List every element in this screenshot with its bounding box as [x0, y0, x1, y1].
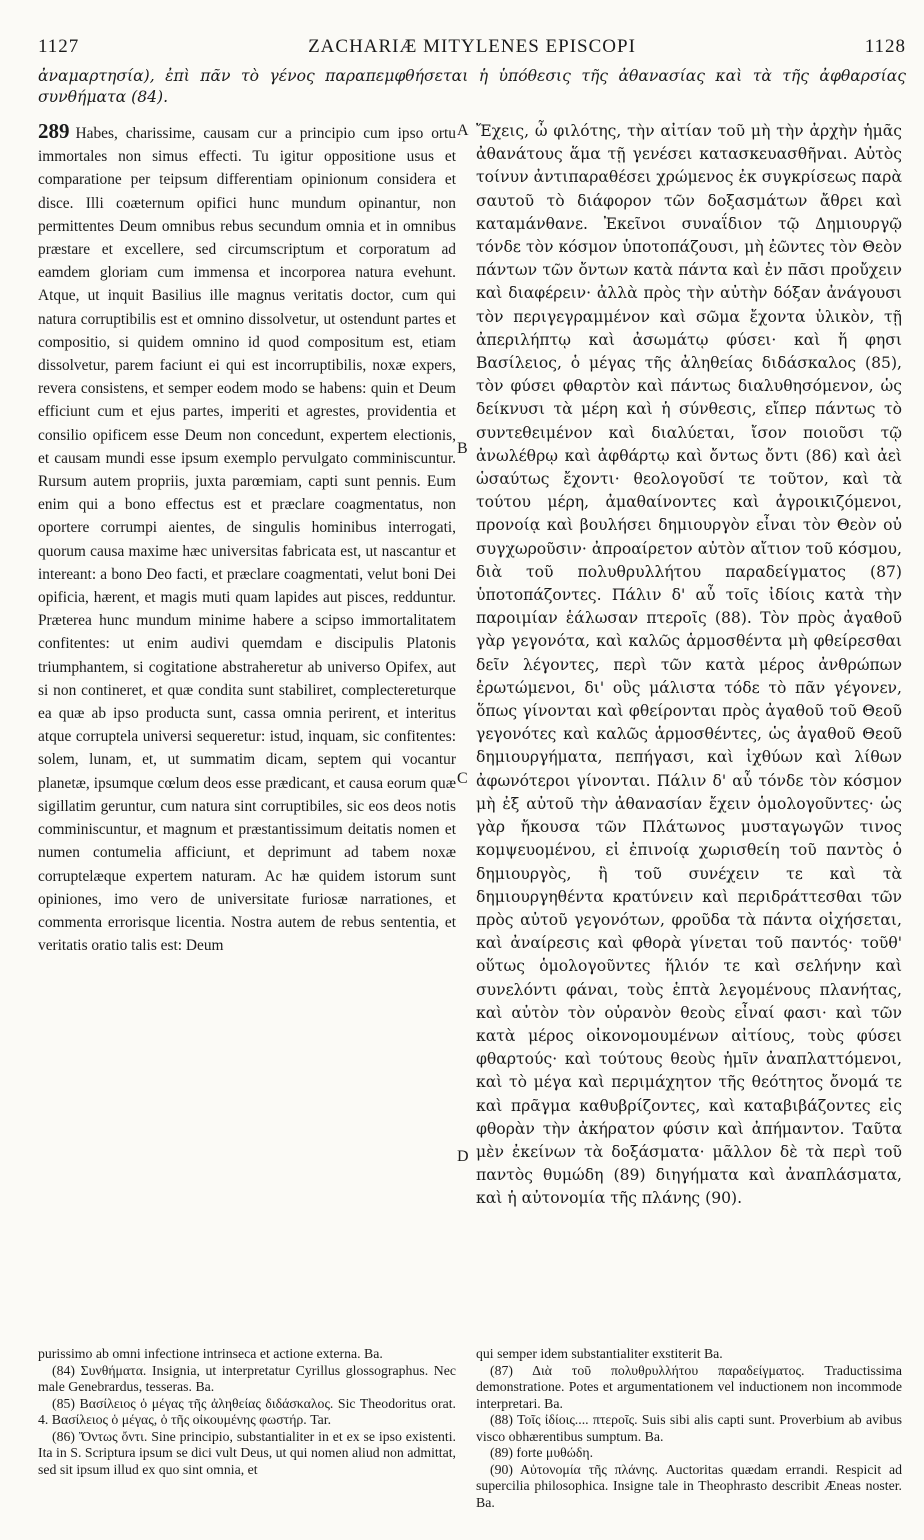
footnote: (88) Τοῖς ἰδίοις.... πτεροῖς. Suis sibi alis capti sunt. Proverbium ab avibus visco obhærentibus sumptum. Ba.	[476, 1412, 902, 1444]
footnotes-right	[476, 1346, 902, 1511]
margin-letter-c: C	[457, 770, 468, 787]
greek-text: Ἔχεις, ὦ φιλότης, τὴν αἰτίαν τοῦ μὴ τὴν ἀρχὴν ἡμᾶς ἀθανάτους ἅμα τῇ γενέσει κατασκευασθῆναι. Αὐτὸς τοίνυν ἀντιπαραθέσει χρώμενος ἐκ συγκρίσεως παρὰ σαυτοῦ τὸ διάφορον τῶν δοξασμάτων ἄθρει καὶ καταμάνθανε. Ἐκεῖνοι συναΐδιον τῷ Δημιουργῷ τόνδε τὸν κόσμον ὑποτοπάζουσι, μὴ ἐῶντες τὸν Θεὸν πάντων τῶν ὄντων κατὰ πάντα καὶ ἐν πᾶσι προὔχειν καὶ διαφέρειν· ἀλλὰ πρὸς τὴν αὐτὴν δόξαν ἀνάγουσι τὸν περιγεγραμμένον καὶ σῶμα ἔχοντα ὑλικὸν, τῇ ἀπεριλήπτῳ καὶ ἀσωμάτῳ φύσει· καὶ ἥ φησι Βασίλειος, ὁ μέγας τῆς ἀληθείας διδάσκαλος (85), τὸν φύσει φθαρτὸν καὶ πάντως διαλυθησόμενον, ὡς δείκνυσι τὰ μέρη καὶ ἡ σύνθεσις, εἴπερ πάντως τὸ συντεθειμένον καὶ διαλύεται, ἴσον ποιοῦσι τῷ ἀνωλέθρῳ καὶ ἀφθάρτῳ καὶ ὄντως ὄντι (86) καὶ ἀεὶ ὡσαύτως ἔχοντι· θεολογοῦσί τε τοῦτον, καὶ τὰ τούτου μέρη, ἀμαθαίνοντες καὶ ἀγροικιζόμενοι, προνοίᾳ καὶ βουλήσει δημιουργὸν εἶναι τὸν Θεὸν οὐ συγχωροῦσιν· ἀπροαίρετον αὐτὸν αἴτιον τοῦ κόσμου, διὰ τοῦ πολυθρυλλήτου παραδείγματος (87) ὑποτοπάζοντες. Πάλιν δ' αὖ τοῖς ἰδίοις κατὰ τὴν παροιμίαν ἑάλωσαν πτεροῖς (88). Τὸν πρὸς ἀγαθοῦ γὰρ γεγονότα, καὶ καλῶς ἁρμοσθέντα μὴ φθείρεσθαι δεῖν λέγοντες, περὶ τῶν κατὰ μέρος ἀνθρώπων ἐρωτώμενοι, δι' οὓς μάλιστα τόδε τὸ πᾶν γέγονεν, ὅπως γίνονται καὶ φθείρονται πρὸς ἀγαθοῦ τοῦ Θεοῦ γεγονότες καὶ καλῶς ἁρμοσθέντες, ὡς ἀγαθοῦ Θεοῦ δημιουργήματα, πεπήγασι, καὶ ἰχθύων καὶ λίθων ἀφωνότεροι γίνονται. Πάλιν δ' αὖ τόνδε τὸν κόσμον μὴ ἐξ αὐτοῦ τὴν ἀθανασίαν ἔχειν ὁμολογοῦντες· ὡς γὰρ ἤκουσα τῶν Πλάτωνος μυσταγωγῶν τινος κομψευομένου, εἰ ἐπινοίᾳ χωρισθείη τοῦ παντὸς ὁ δημιουργὸς, ἢ τοῦ συνέχειν τε καὶ τὰ δημιουργηθέντα κρατύνειν καὶ περιδράττεσθαι τῶν πρὸς αὐτοῦ γεγονότων, φροῦδα τὰ πάντα οἰχήσεται, καὶ ἀναίρεσις καὶ φθορὰ γίνεται τοῦ παντός· τοῦθ' οὕτως ὁμολογοῦντες ἥλιόν τε καὶ σελήνην καὶ συνελόντι φάναι, τοὺς ἑπτὰ λεγομένους πλανήτας, καὶ αὐτὸν τὸν οὐρανὸν θεοὺς εἶναί φασι· καὶ τῶν κατὰ μέρος οἰκονομουμένων αἰτίους, τοὺς φύσει φθαρτούς· καὶ τούτους θεοὺς ἡμῖν ἀναπλαττόμενοι, καὶ τὸ μέγα καὶ περιμάχητον τῆς θεότητος ὄνομά τε καὶ πρᾶγμα καθυβρίζοντες, καὶ καταβιβάζοντες εἰς φθορὰν τὴν ἀκήρατον φύσιν καὶ ἀπήμαντον. Ταῦτα μὲν ἐκείνων τὰ δοξάσματα· μᾶλλον δὲ τὰ περὶ τοῦ παντὸς θυμώδη (89) διηγήματα καὶ ἀναπλάσματα, καὶ ἡ αὐτονομία τῆς πλάνης (90).	[476, 122, 902, 1208]
footnote: (85) Βασίλειος ὁ μέγας τῆς ἀληθείας διδάσκαλος. Sic Theodoritus orat. 4. Βασίλειος ὁ μέγας, ὁ τῆς οἰκουμένης φωστήρ. Tar.	[38, 1395, 456, 1427]
footnote: (87) Διὰ τοῦ πολυθρυλλήτου παραδείγματος. Traductissima demonstratione. Potes et argumentationem vel inductionem non incommode interpretari. Ba.	[476, 1362, 902, 1411]
running-title: ZACHARIÆ MITYLENES EPISCOPI	[308, 36, 636, 57]
intro-greek-line	[38, 66, 906, 108]
latin-column	[38, 120, 456, 957]
footnote: qui semper idem substantialiter exstiterit Ba.	[476, 1346, 723, 1361]
section-number: 289	[38, 119, 70, 143]
margin-letter-b: B	[457, 440, 468, 457]
footnote: (84) Συνθήματα. Insignia, ut interpretatur Cyrillus glossographus. Nec male Genebrardus, tesseras. Ba.	[38, 1362, 456, 1394]
margin-letter-d: D	[457, 1148, 469, 1165]
intro-text: ἀναμαρτησία), ἐπὶ πᾶν τὸ γένος παραπεμφθήσεται ἡ ὑπόθεσις τῆς ἀθανασίας καὶ τὰ τῆς ἀφθαρσίας συνθήματα (84).	[38, 67, 906, 106]
latin-text: Habes, charissime, causam cur a principio cum ipso ortu immortales non simus effecti. Tu igitur oppositione usus et comparatione per teipsum differentiam opinionum considera et disce. Illi coæternum opifici hunc mundum opinantur, non permittentes Deum omnibus rebus secundum omnia et in omnibus præstare et excellere, sed circumscriptum et corporatum ad eamdem gloriam cum immensa et incorporea natura evehunt. Atque, ut inquit Basilius ille magnus veritatis doctor, cum qui natura corruptibilis est et omnino dissolvetur, ut ostendunt partes et compositio, si quidem omnino id quod compositum est, etiam dissolvetur, parem faciunt ei qui est incorruptibilis, noxæ expers, revera consistens, et semper eodem modo se habens: quin et Deum efficiunt cum et ejus partes, imperiti et agrestes, providentia et consilio opificem esse Deum non concedunt, expertem electionis, et causam mundi esse ipsum exemplo pervulgato comminiscuntur. Rursum autem propriis, juxta parœmiam, capti sunt pennis. Eum enim qui a bono effectus est et præclare coagmentatus, non oportere corrumpi aientes, de singulis hominibus interrogati, quorum causa maxime hæc universitas fabricata est, ut nascantur et intereant: a bono Deo facti, et præclare coagmentati, velut boni Dei opificia, hærent, et magis muti quam lapides aut pisces, redduntur. Præterea hunc mundum minime habere a scipso immortalitatem confitentes: ut enim audivi quemdam e discipulis Platonis triumphantem, si cogitatione abstraheretur ab universo Opifex, aut si non contineret, et quæ condita sunt stabiliret, complectereturque ea quæ ab ipso producta sunt, cassa omnia perirent, et interitus atque corruptela universi sequeretur: istud, inquam, sic confitentes: solem, lunam, et, ut summatim dicam, septem qui vocantur planetæ, ipsumque cœlum deos esse prædicant, et causa eorum quæ sigillatim geruntur, cum natura sint corruptibiles, sic eos deos notis comminiscuntur, et magnum et præstantissimum deitatis nomen et numen contumelia afficiunt, et deprimunt ad tabem noxæ corruptelæque expertem naturam. Ac hæ quidem istorum sunt opiniones, imo vero de universitate furiosæ narrationes, et commenta errorisque licentia. Nostra autem de rebus sententia, et veritatis oratio talis est: Deum	[38, 125, 456, 955]
margin-letter-a: A	[457, 122, 469, 139]
page-number-left: 1127	[38, 36, 80, 57]
greek-column	[476, 120, 902, 1211]
footnotes-left	[38, 1346, 456, 1478]
footnote: purissimo ab omni infectione intrinseca et actione externa. Ba.	[38, 1346, 383, 1361]
footnote: (90) Αὐτονομία τῆς πλάνης. Auctoritas quædam errandi. Respicit ad supercilia philosophica. Insigne tale in Theophrasto describit Æneas noster. Ba.	[476, 1461, 902, 1510]
footnote: (89) forte μυθώδη.	[490, 1445, 594, 1460]
page-header	[38, 36, 906, 60]
latin-paragraph	[38, 120, 456, 957]
footnote: (86) Ὄντως ὄντι. Sine principio, substantialiter in et ex se ipso existenti. Ita in S. Scriptura ipsum se dici vult Deus, ut qui nomen aliud non admittat, sed sit ipsum illud ex quo sint omnia, et	[38, 1428, 456, 1477]
page-number-right: 1128	[864, 36, 906, 57]
